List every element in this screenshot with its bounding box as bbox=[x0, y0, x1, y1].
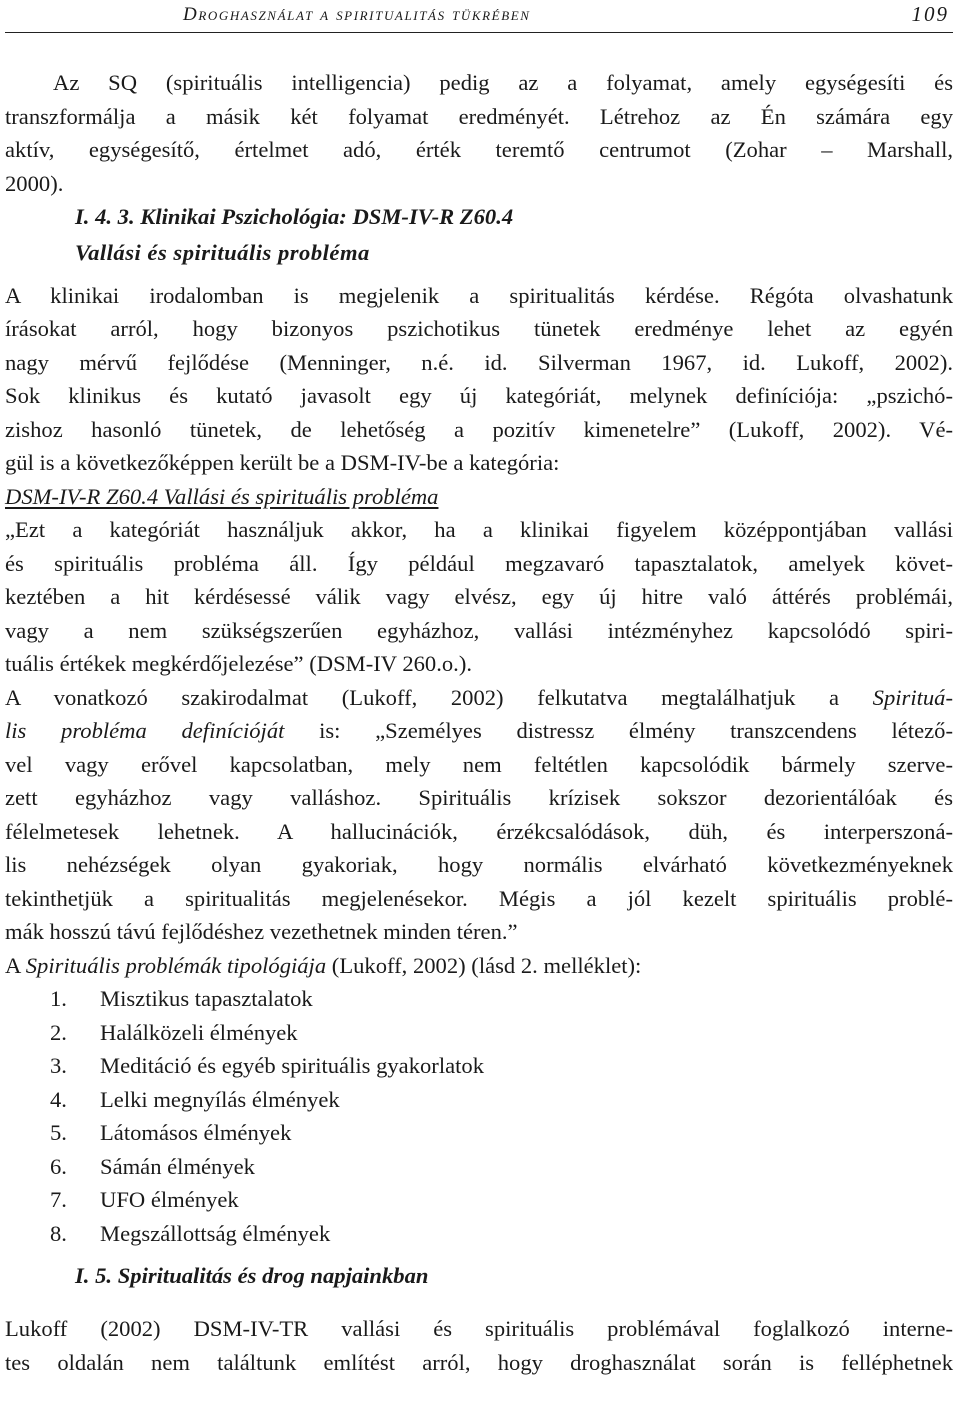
p3-line-5: félelmetesek lehetnek. A hallucinációk, érzékcsalódások, düh, és interperszoná- bbox=[5, 818, 953, 844]
list-item bbox=[5, 1217, 953, 1251]
dsm-category-label bbox=[5, 480, 953, 514]
p3-line-4: zett egyházhoz vagy valláshoz. Spirituális krízisek sokszor dezorientálóak és bbox=[5, 785, 953, 810]
list-text: Megszállottság élmények bbox=[100, 1220, 331, 1246]
p2-line-4: Sok klinikus és kutató javasolt egy új kategóriát, melynek definíciója: „pszichó- bbox=[5, 383, 953, 408]
p1-line-3: aktív, egységesítő, értelmet adó, érték teremtő centrumot (Zohar – Marshall, bbox=[5, 137, 953, 162]
p3-line-1-italic: Spirituá- bbox=[872, 684, 953, 710]
p2-line-6: gül is a következőképpen került be a DSM-IV-be a kategória: bbox=[5, 450, 560, 475]
list-number: 8. bbox=[50, 1220, 67, 1246]
p1-line-1: Az SQ (spirituális intelligencia) pedig az a folyamat, amely egységesíti és bbox=[53, 70, 953, 95]
section-subtitle: Vallási és spirituális probléma bbox=[75, 239, 370, 265]
quote-line-4: vagy a nem szükségszerűen egyházhoz, vallási intézményhez kapcsolódó spiri- bbox=[5, 617, 953, 643]
list-item bbox=[5, 1183, 953, 1217]
p4-line-1: Lukoff (2002) DSM-IV-TR vallási és spirituális problémával foglalkozó interne- bbox=[5, 1316, 953, 1341]
typology-title: Spirituális problémák tipológiája bbox=[25, 952, 327, 978]
section-2-title: Spiritualitás és drog napjainkban bbox=[117, 1263, 429, 1288]
p2-line-5: zishoz hasonló tünetek, de lehetőség a pozitív kimenetelre” (Lukoff, 2002). Vé- bbox=[5, 416, 953, 442]
spacer bbox=[5, 1302, 953, 1312]
list-item bbox=[5, 1116, 953, 1150]
section-heading bbox=[5, 200, 953, 234]
running-header-title: Droghasználat a spiritualitás tükrében bbox=[183, 4, 531, 25]
p4-line-2: tes oldalán nem találtunk említést arról, hogy droghasználat során is felléphetnek bbox=[5, 1349, 953, 1375]
p1-line-4: 2000). bbox=[5, 170, 64, 196]
list-item bbox=[5, 1016, 953, 1050]
list-number: 4. bbox=[50, 1086, 67, 1112]
section-title: Klinikai Pszichológia: DSM-IV-R Z60.4 bbox=[140, 204, 514, 229]
list-number: 2. bbox=[50, 1019, 67, 1045]
p2-line-1: A klinikai irodalomban is megjelenik a spiritualitás kérdése. Régóta olvashatunk bbox=[5, 282, 953, 308]
list-text: Meditáció és egyéb spirituális gyakorlatok bbox=[100, 1053, 484, 1078]
quote-line-1: „Ezt a kategóriát használjuk akkor, ha a klinikai figyelem középpontjában vallási bbox=[5, 517, 953, 542]
section-number: I. 4. 3. bbox=[75, 204, 135, 229]
list-text: Misztikus tapasztalatok bbox=[100, 986, 313, 1011]
p3-line-2-italic: lis probléma definícióját bbox=[5, 718, 285, 743]
list-text: UFO élmények bbox=[100, 1187, 239, 1212]
list-item bbox=[5, 1049, 953, 1083]
list-item bbox=[5, 1150, 953, 1184]
dsm-category-text: DSM-IV-R Z60.4 Vallási és spirituális probléma bbox=[5, 483, 439, 509]
typology-intro bbox=[5, 949, 953, 983]
typology-text-c: (Lukoff, 2002) (lásd 2. melléklet): bbox=[326, 952, 642, 978]
list-number: 7. bbox=[50, 1187, 67, 1212]
p3-line-3: vel vagy erővel kapcsolatban, mely nem feltétlen kapcsolódik bármely szerve- bbox=[5, 751, 953, 777]
list-text: Halálközeli élmények bbox=[100, 1019, 298, 1045]
p1-line-2: transzformálja a másik két folyamat eredményét. Létrehoz az Én számára egy bbox=[5, 103, 953, 129]
list-text: Látomásos élmények bbox=[100, 1120, 292, 1145]
quote-line-5: tuális értékek megkérdőjelezése” (DSM-IV 260.o.). bbox=[5, 651, 472, 676]
section-2-heading bbox=[5, 1250, 953, 1302]
p3-line-7: tekinthetjük a spiritualitás megjelenésekor. Mégis a jól kezelt spirituális problé- bbox=[5, 885, 953, 911]
list-text: Sámán élmények bbox=[100, 1153, 255, 1179]
list-number: 1. bbox=[50, 986, 67, 1011]
list-number: 5. bbox=[50, 1120, 67, 1145]
p3-line-1 bbox=[5, 681, 953, 715]
quote-line-2: és spirituális probléma áll. Így például megzavaró tapasztalatok, amelyek követ- bbox=[5, 550, 953, 576]
page-number: 109 bbox=[911, 2, 949, 26]
list-item bbox=[5, 1083, 953, 1117]
list-number: 6. bbox=[50, 1153, 67, 1179]
p2-line-2: írásokat arról, hogy bizonyos pszichotikus tünetek eredménye lehet az egyén bbox=[5, 316, 953, 341]
p3-line-2-text: is: „Személyes distressz élmény transzcendens létező- bbox=[284, 718, 953, 743]
p3-line-1-text: A vonatkozó szakirodalmat (Lukoff, 2002) felkutatva megtalálhatjuk a bbox=[5, 684, 873, 710]
running-header bbox=[5, 2, 953, 33]
section-2-number: I. 5. bbox=[75, 1263, 113, 1288]
p2-line-3: nagy mérvű fejlődése (Menninger, n.é. id. Silverman 1967, id. Lukoff, 2002). bbox=[5, 349, 953, 375]
p3-line-2 bbox=[5, 714, 953, 748]
list-text: Lelki megnyílás élmények bbox=[100, 1086, 340, 1112]
list-item bbox=[5, 982, 953, 1016]
p3-line-8: mák hosszú távú fejlődéshez vezethetnek minden téren.” bbox=[5, 919, 518, 944]
body-text bbox=[5, 66, 953, 1379]
p3-line-6: lis nehézségek olyan gyakoriak, hogy normális elvárható következményeknek bbox=[5, 852, 953, 877]
quote-line-3: keztében a hit kérdésessé válik vagy elvész, egy új hitre való áttérés problémái, bbox=[5, 584, 953, 609]
list-number: 3. bbox=[50, 1053, 67, 1078]
typology-text-a: A bbox=[5, 952, 26, 978]
